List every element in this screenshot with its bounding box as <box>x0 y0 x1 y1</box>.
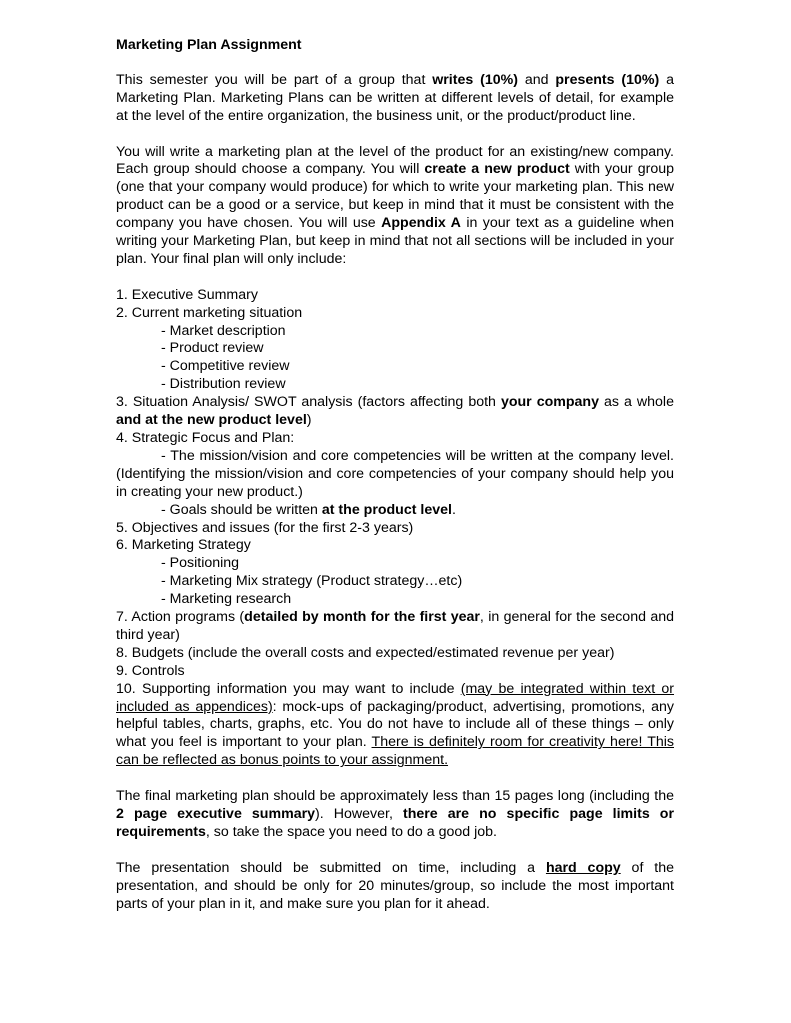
document-page <box>116 36 674 913</box>
presentation-paragraph: The presentation should be submitted on time, including a hard copy of the presentation, and should be only for 20 minutes/group, so include the most important parts of your plan in it, and make sure you plan for it ahead. <box>116 859 674 912</box>
sub-item: - Marketing Mix strategy (Product strategy…etc) <box>161 573 463 590</box>
list-item: 3. Situation Analysis/ SWOT analysis (factors affecting both your company as a whole and at the new product level) <box>116 394 674 429</box>
hard-copy-emphasis: hard copy <box>545 859 621 876</box>
sub-item: - Competitive review <box>161 358 290 375</box>
list-item: 2. Current marketing situation <box>116 304 303 321</box>
list-item: 9. Controls <box>116 662 185 679</box>
sub-item: - Goals should be written at the product level. <box>161 501 456 518</box>
list-item: 7. Action programs (detailed by month for the first year, in general for the second and third year) <box>116 609 674 643</box>
sub-item: - The mission/vision and core competencies will be written at the company level. (Identifying the mission/vision and core competencies of your company should help you in creating your new product.) <box>116 447 674 500</box>
sub-item: - Product review <box>161 340 264 357</box>
instructions-paragraph: You will write a marketing plan at the level of the product for an existing/new company. Each group should choose a company. You will create a new product with your group (one that your company would produce) for which to write your marketing plan. This new product can be a good or a service, but keep in mind that it must be consistent with the company you have chosen. You will use Appendix A in your text as a guideline when writing your Marketing Plan, but keep in mind that not all sections will be included in your plan. Your final plan will only include: <box>116 143 674 267</box>
sub-item: - Distribution review <box>161 376 286 393</box>
document-title: Marketing Plan Assignment <box>116 37 302 53</box>
list-item: 5. Objectives and issues (for the first 2-3 years) <box>116 519 414 536</box>
presents-percent: presents (10%) <box>555 71 660 88</box>
sub-item: - Marketing research <box>161 591 292 608</box>
list-item: 8. Budgets (include the overall costs and expected/estimated revenue per year) <box>116 644 615 661</box>
appendix-a-emphasis: Appendix A <box>381 215 461 232</box>
intro-paragraph: This semester you will be part of a group that writes (10%) and presents (10%) a Marketing Plan. Marketing Plans can be written at different levels of detail, for example at the level of the entire organization, the business unit, or the product/product line. <box>116 71 674 124</box>
length-paragraph: The final marketing plan should be approximately less than 15 pages long (including the 2 page executive summary). However, there are no specific page limits or requirements, so take the space you need to do a good job. <box>116 788 674 840</box>
list-item: 1. Executive Summary <box>116 286 258 303</box>
writes-percent: writes (10%) <box>432 71 518 88</box>
plan-sections-list <box>116 287 674 770</box>
sub-item: - Positioning <box>161 555 240 572</box>
sub-item: - Market description <box>161 322 286 339</box>
create-new-product-emphasis: create a new product <box>424 161 570 178</box>
list-item: 4. Strategic Focus and Plan: <box>116 429 295 446</box>
list-item: 6. Marketing Strategy <box>116 537 251 554</box>
list-item: 10. Supporting information you may want to include (may be integrated within text or included as appendices): mock-ups of packaging/product, advertising, promotions, any helpful tables, charts, graphs, etc. You do not have to include all of these things – only what you feel is important to your plan. There is definitely room for creativity here! This can be reflected as bonus points to your assignment. <box>116 680 675 769</box>
